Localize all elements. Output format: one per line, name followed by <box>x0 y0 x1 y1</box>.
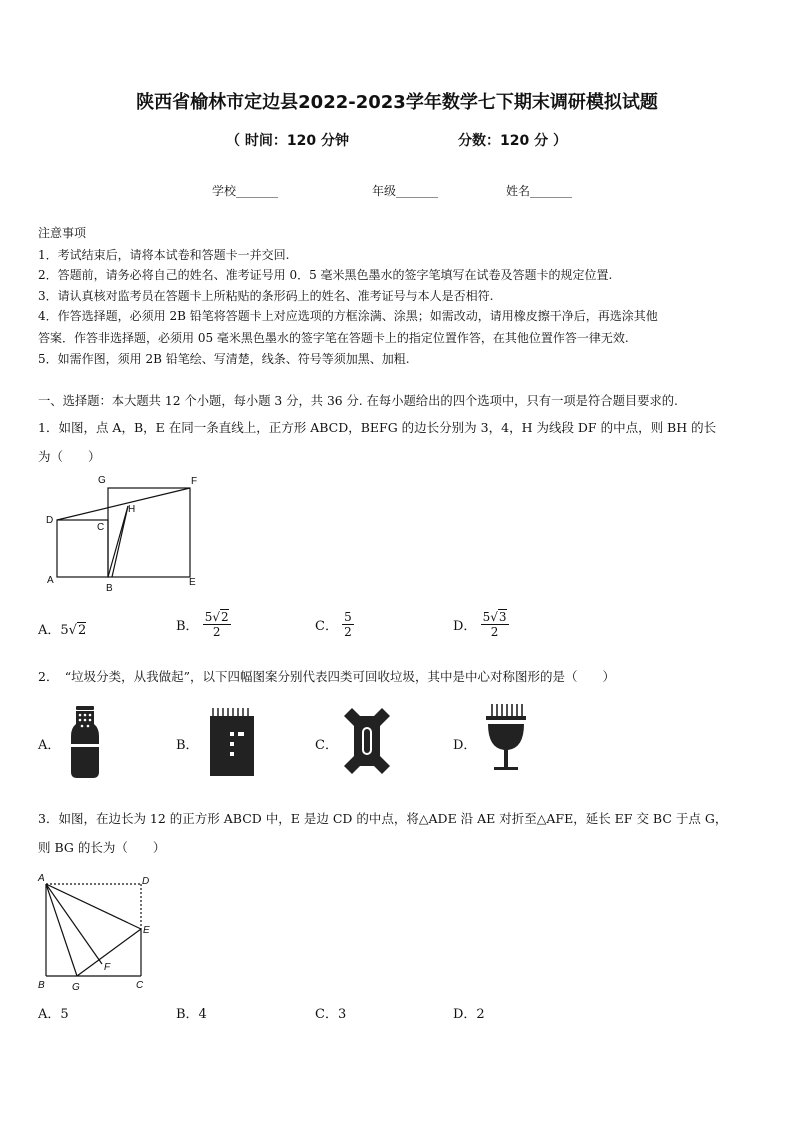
q3-option-b[interactable]: B．4 <box>176 1007 207 1022</box>
q1-option-b[interactable] <box>176 610 231 639</box>
bottle-icon <box>68 706 102 778</box>
name-field: 姓名_______ <box>506 184 573 198</box>
question-2-text: 2． “垃圾分类，从我做起”，以下四幅图案分别代表四类可回收垃圾，其中是中心对称图形的是（ ） <box>38 669 615 684</box>
question-3-figure <box>34 866 164 998</box>
q1-option-d-fraction <box>481 610 509 639</box>
q1-option-d-coef: 5 <box>482 610 491 624</box>
exam-score: 分数：120 分 ） <box>458 133 567 149</box>
note-item: 4．作答选择题，必须用 2B 铅笔将答题卡上对应选项的方框涂满、涂黑；如需改动，请用橡皮擦干净后，再选涂其他 <box>38 309 658 323</box>
question-3-text: 3．如图，在边长为 12 的正方形 ABCD 中，E 是边 CD 的中点，将△ADE 沿 AE 对折至△AFE，延长 EF 交 BC 于点 G， <box>38 811 728 826</box>
question-1-text: 1．如图，点 A，B，E 在同一条直线上，正方形 ABCD，BEFG 的边长分别为 3，4，H 为线段 DF 的中点，则 BH 的长 <box>38 420 717 435</box>
segment-af <box>46 884 102 964</box>
q1-option-c-fraction <box>342 610 354 639</box>
q1-option-a[interactable] <box>38 619 86 638</box>
radical-sign: √ <box>68 623 77 638</box>
q3-option-c[interactable]: C．3 <box>315 1007 347 1022</box>
q3-option-d[interactable]: D．2 <box>453 1007 485 1022</box>
label-f: F <box>104 962 111 973</box>
label-b: B <box>38 980 45 991</box>
segment-df <box>57 488 190 520</box>
label-d: D <box>46 515 54 526</box>
notes-heading: 注意事项 <box>38 226 87 240</box>
q1-option-a-radicand: 2 <box>77 623 87 638</box>
q1-option-b-radicand: 2 <box>221 610 229 624</box>
label-e: E <box>143 925 150 936</box>
label-g: G <box>72 982 80 993</box>
label-d: D <box>142 876 150 887</box>
note-item: 1．考试结束后，请将本试卷和答题卡一并交回. <box>38 248 290 262</box>
glass-cup-icon <box>484 704 528 774</box>
label-a: A <box>38 873 45 884</box>
radical-sign: √ <box>490 610 498 624</box>
note-item: 2．答题前，请务必将自己的姓名、准考证号用 0．5 毫米黑色墨水的签字笔填写在试卷及答题卡的规定位置. <box>38 268 613 282</box>
q1-option-b-coef: 5 <box>204 610 213 624</box>
segment-ag <box>46 884 77 976</box>
label-e: E <box>189 577 196 588</box>
segment-bh-edge <box>112 506 128 577</box>
q1-option-b-label: B． <box>176 619 199 634</box>
label-h: H <box>128 504 136 515</box>
note-item: 5．如需作图，须用 2B 铅笔绘、写清楚，线条、符号等须加黑、加粗. <box>38 352 410 366</box>
q1-option-c-label: C． <box>315 619 338 634</box>
q1-option-d-label: D． <box>453 619 477 634</box>
page-title: 陕西省榆林市定边县2022-2023学年数学七下期末调研模拟试题 <box>136 92 658 113</box>
q1-option-c-denominator: 2 <box>344 625 352 639</box>
label-c: C <box>136 980 144 991</box>
grade-field: 年级_______ <box>372 184 439 198</box>
section-heading: 一、选择题：本大题共 12 个小题，每小题 3 分，共 36 分. 在每小题给出的四个选项中，只有一项是符合题目要求的. <box>38 394 678 408</box>
label-b: B <box>106 583 113 594</box>
q1-option-d[interactable] <box>453 610 509 639</box>
paper-box-icon <box>208 708 256 776</box>
q3-option-a[interactable]: A．5 <box>38 1007 69 1022</box>
question-1-text-cont: 为（ ） <box>38 449 101 464</box>
segment-ae <box>46 884 141 929</box>
question-3-text-cont: 则 BG 的长为（ ） <box>38 840 166 855</box>
q1-option-c[interactable] <box>315 610 354 639</box>
q1-option-c-numerator: 5 <box>344 610 352 624</box>
q1-option-b-fraction <box>203 610 231 639</box>
radical-sign: √ <box>212 610 220 624</box>
q2-option-b-label[interactable]: B． <box>176 738 199 753</box>
q2-option-a-label[interactable]: A． <box>38 738 61 753</box>
label-a: A <box>47 575 54 586</box>
exam-time: （ 时间：120 分钟 <box>226 133 349 149</box>
q1-option-d-radicand: 3 <box>498 610 507 624</box>
school-field: 学校_______ <box>212 184 279 198</box>
q2-option-c-label[interactable]: C． <box>315 738 338 753</box>
q1-option-a-coef: 5 <box>60 623 69 638</box>
q1-option-a-label: A． <box>38 623 61 638</box>
q2-option-d-label[interactable]: D． <box>453 738 477 753</box>
q1-option-d-denominator: 2 <box>490 625 499 639</box>
question-1-figure <box>40 470 210 595</box>
wrench-icon <box>344 708 390 774</box>
label-f: F <box>191 476 198 487</box>
label-g: G <box>98 475 106 486</box>
note-item: 3．请认真核对监考员在答题卡上所粘贴的条形码上的姓名、准考证号与本人是否相符. <box>38 289 494 303</box>
label-c: C <box>97 522 105 533</box>
q1-option-b-denominator: 2 <box>212 625 221 639</box>
note-item: 答案．作答非选择题，必须用 05 毫米黑色墨水的签字笔在答题卡上的指定位置作答，在其他位置作答一律无效. <box>38 331 629 345</box>
